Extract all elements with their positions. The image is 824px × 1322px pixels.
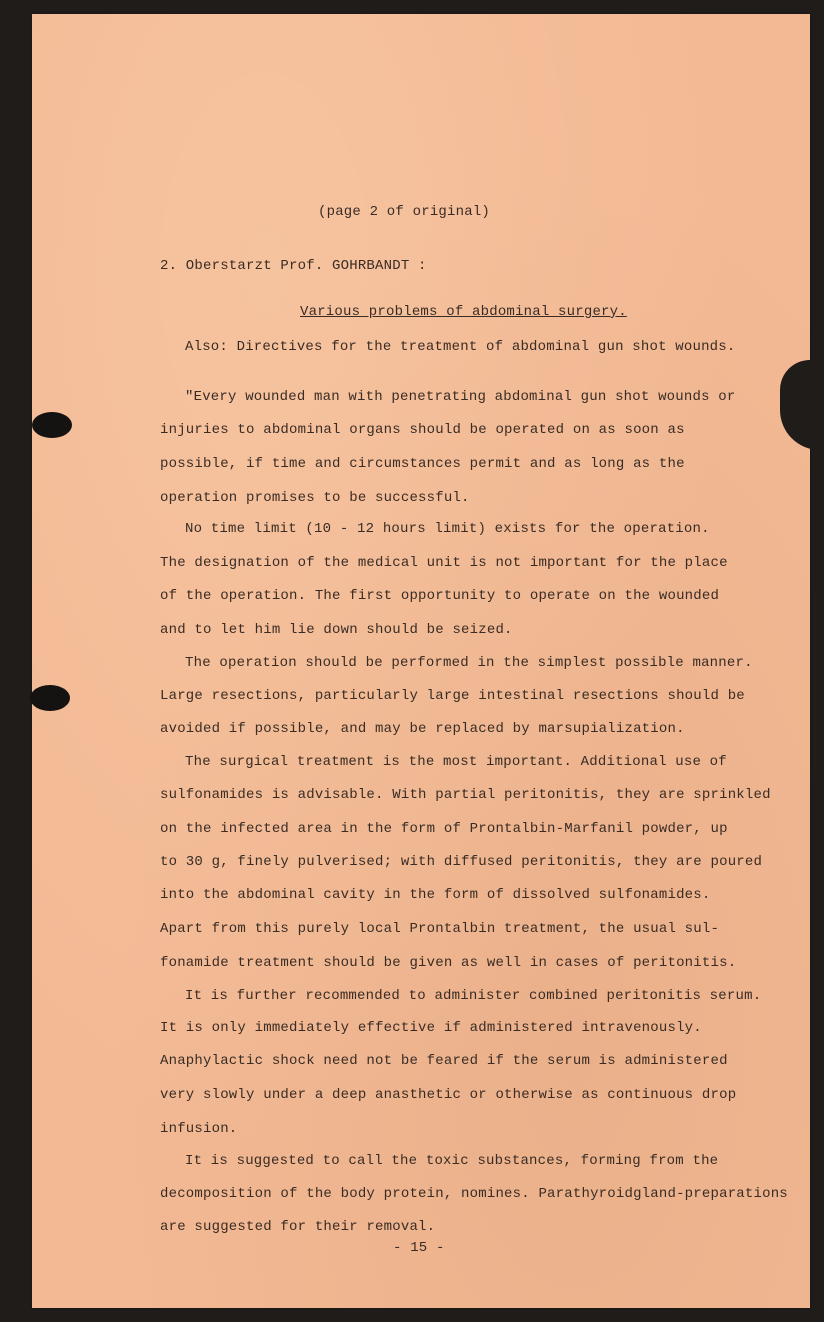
page-number: - 15 - <box>393 1240 445 1256</box>
document-title: Various problems of abdominal surgery. <box>300 304 627 320</box>
body-line: of the operation. The first opportunity to operate on the wounded <box>160 588 720 604</box>
body-line: It is only immediately effective if administered intravenously. <box>160 1020 702 1036</box>
body-line: The designation of the medical unit is not important for the place <box>160 555 728 571</box>
body-line: Apart from this purely local Prontalbin treatment, the usual sul- <box>160 921 720 937</box>
body-line: The surgical treatment is the most important. Additional use of <box>185 754 727 770</box>
body-line: It is suggested to call the toxic substances, forming from the <box>185 1153 719 1169</box>
body-line: No time limit (10 - 12 hours limit) exists for the operation. <box>185 521 710 537</box>
body-line: It is further recommended to administer combined peritonitis serum. <box>185 988 762 1004</box>
body-line: very slowly under a deep anasthetic or otherwise as continuous drop <box>160 1087 737 1103</box>
body-line: The operation should be performed in the simplest possible manner. <box>185 655 753 671</box>
body-line: Anaphylactic shock need not be feared if the serum is administered <box>160 1053 728 1069</box>
body-line: into the abdominal cavity in the form of dissolved sulfonamides. <box>160 887 711 903</box>
page-marker: (page 2 of original) <box>318 204 491 220</box>
body-line: possible, if time and circumstances permit and as long as the <box>160 456 685 472</box>
punch-hole <box>32 412 72 438</box>
body-line: Large resections, particularly large intestinal resections should be <box>160 688 745 704</box>
speaker-heading: 2. Oberstarzt Prof. GOHRBANDT : <box>160 258 427 274</box>
document-subtitle: Also: Directives for the treatment of abdominal gun shot wounds. <box>185 339 736 355</box>
body-line: fonamide treatment should be given as well in cases of peritonitis. <box>160 955 737 971</box>
body-line: avoided if possible, and may be replaced by marsupialization. <box>160 721 685 737</box>
body-line: decomposition of the body protein, nomines. Parathyroidgland-preparations <box>160 1186 788 1202</box>
body-line: "Every wounded man with penetrating abdominal gun shot wounds or <box>185 389 736 405</box>
body-line: are suggested for their removal. <box>160 1219 436 1235</box>
body-line: operation promises to be successful. <box>160 490 470 506</box>
body-line: sulfonamides is advisable. With partial peritonitis, they are sprinkled <box>160 787 771 803</box>
body-line: infusion. <box>160 1121 238 1137</box>
body-line: on the infected area in the form of Prontalbin-Marfanil powder, up <box>160 821 728 837</box>
body-line: and to let him lie down should be seized. <box>160 622 513 638</box>
punch-hole <box>30 685 70 711</box>
body-line: to 30 g, finely pulverised; with diffused peritonitis, they are poured <box>160 854 763 870</box>
body-line: injuries to abdominal organs should be operated on as soon as <box>160 422 685 438</box>
